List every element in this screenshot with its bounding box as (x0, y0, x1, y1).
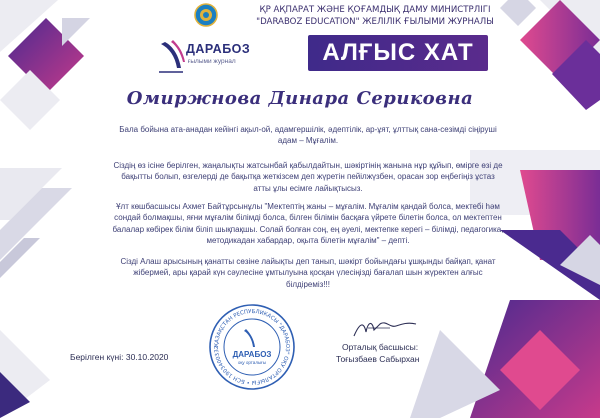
paragraph-1: Бала бойына ата-анадан кейінгі ақыл-ой, адамгершілік, әдептілік, ар-ұят, ұлттық сана-сезімді сіңіруші адам – Мұғалім. (119, 125, 497, 146)
shape-tl-tri (62, 18, 90, 46)
paragraph-4: Сізді Алаш арысының қанатты сөзіне лайықты деп танып, шәкірт бойындағы ұшқынды байқап, қанат жібермей, ары қарай күн сәулесіне ұмтылуына қосқан үлесіңізді бағалап шын жүректен алғыс білдіреміз!!! (120, 257, 496, 289)
logo-name: ДАРАБОЗ (186, 42, 251, 56)
recipient-name: Омиржнова Динара Сериковна (126, 88, 474, 109)
stamp-ring-text: ҚАЗАҚСТАН РЕСПУБЛИКАСЫ "ДАРАБОЗ" ОҚУ ОРТАЛЫҒЫ • БСН 1903400332 (213, 308, 291, 386)
issue-date: Берілген күні: 30.10.2020 (70, 352, 169, 362)
paragraph-2: Сіздің өз ісіне берілген, жаңалықты жатсынбай қабылдайтын, шәкіртінің жанына нұр құйып, өмірге өзі де бақытты болып, өзгелерді де бақытқа жеткізсем деп жүретін пейілжүзбен, орасан зор еңбегіңіз ұстаз атты ұлы есімге лайықтысыз. (113, 161, 503, 193)
stamp-subtitle: оқу орталығы (237, 360, 267, 365)
signature (350, 318, 420, 340)
signatory-name: Тоғызбаев Сабырхан (336, 354, 420, 364)
state-emblem-icon (194, 3, 218, 27)
paragraph-3: Ұлт көшбасшысы Ахмет Байтұрсынұлы "Мектептің жаны – мұғалім. Мұғалім қандай болса, мектебі һәм сондай болмақшы, яғни мұғалім білімді болса, білген білімін басқаға үйрете білетін болса, ол мектептен балалар көбірек білім біліп шықпақшы. Солай болған соң, ең әуелі, мектепке керегі – білімді, педагогика, методикадан хабардар, оқыта білетін мұғалім" – депті. (112, 202, 504, 246)
header-ministry: ҚР АҚПАРАТ ЖӘНЕ ҚОҒАМДЫҚ ДАМУ МИНИСТРЛІГІ (259, 5, 491, 15)
organization-stamp (208, 303, 296, 391)
certificate-title: АЛҒЫС ХАТ (322, 39, 474, 66)
header-journal: "DARABOZ EDUCATION" ЖЕЛІЛІК ҒЫЛЫМИ ЖУРНАЛЫ (256, 17, 494, 27)
svg-text:ҚАЗАҚСТАН РЕСПУБЛИКАСЫ "ДАРАБО (208, 303, 290, 385)
signatory-role: Орталық басшысы: (342, 342, 419, 352)
logo-subtitle: ғылыми журнал (188, 58, 236, 65)
title-banner (308, 35, 488, 71)
stamp-name: ДАРАБОЗ (232, 350, 272, 359)
header (230, 4, 520, 28)
